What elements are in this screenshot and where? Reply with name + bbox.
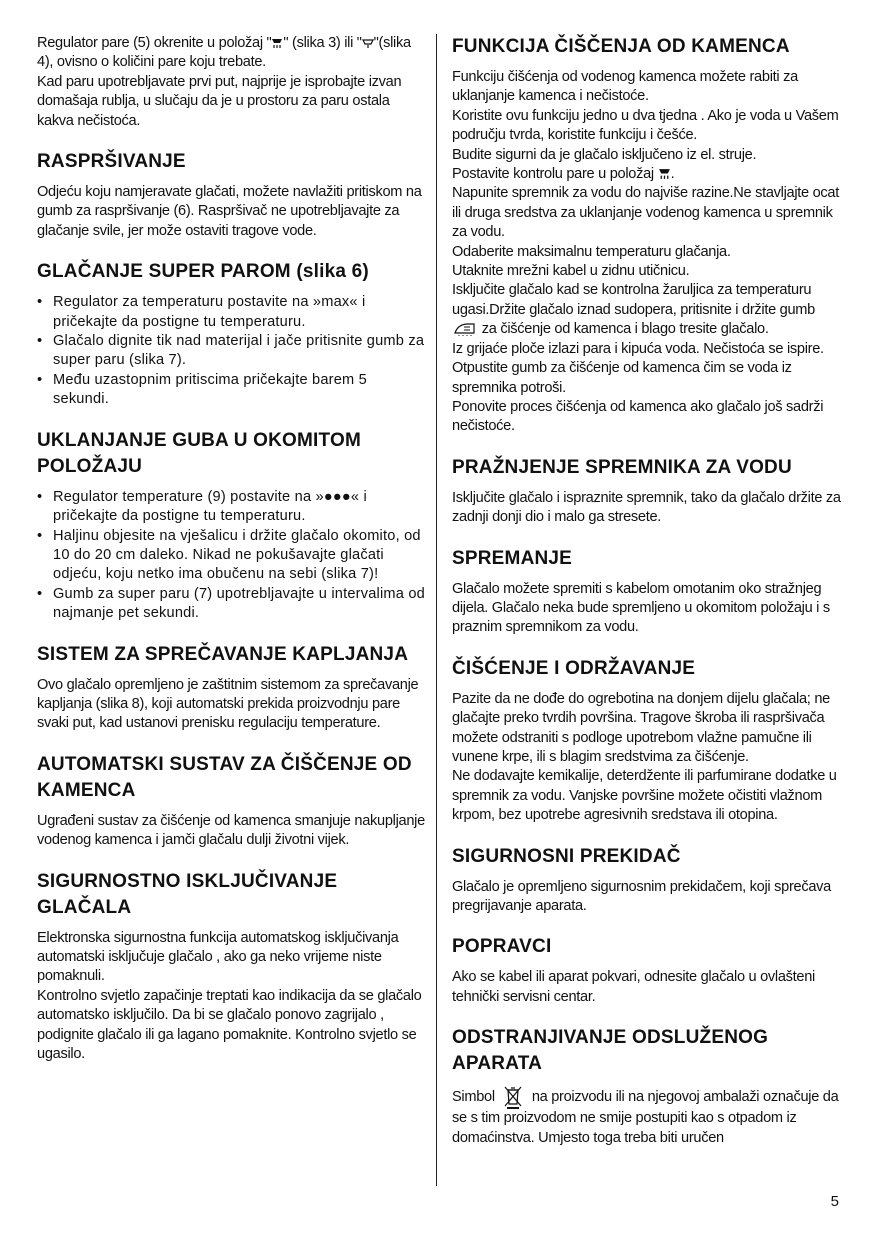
repairs-section [452, 934, 844, 1007]
section-text: Glačalo je opremljeno sigurnosnim prekidačem, koji sprečava pregrijavanje aparata. [452, 878, 831, 914]
bullet-list [37, 293, 425, 409]
right-column [452, 34, 844, 1166]
weee-bin-icon [502, 1085, 524, 1109]
section-text: Ovo glačalo opremljeno je zaštitnim sistemom za sprečavanje kapljanja (slika 8), koji automatski prekida proizvodnju pare svaki put, kad ustanovi prenisku regulaciju temperature. [37, 676, 419, 732]
section-title: SISTEM ZA SPREČAVANJE KAPLJANJA [37, 643, 409, 665]
cleaning-section [452, 656, 844, 826]
safety-switch-section [452, 844, 844, 917]
section-title: GLAČANJE SUPER PAROM (slika 6) [37, 261, 369, 283]
anti-drip-section [37, 642, 425, 734]
section-text: Elektronska sigurnostna funkcija automatskog isključivanja automatski isključuje glačalo , ako ga neko vrijeme niste pomaknuli. Kontrolno svjetlo zapačinje treptati kao indikacija da se glačalo automatsko isključilo. Da bi se glačalo ponovo zagrijalo , podignite glačalo ili ga lagano pomaknite. Kontrolno svjetlo se ugasilo. [37, 929, 422, 1062]
vertical-steam-section [37, 428, 425, 624]
section-text: Funkciju čišćenja od vodenog kamenca možete rabiti za uklanjanje kamenca i nečistoće. Koristite ovu funkciju jedno u dva tjedna . Ako je voda u Vašem području tvrda, koristite funkciju i češće. Budite sigurni da je glačalo isključeno iz el. struje. Postavite kontrolu pare u položaj . Napunite spremnik za vodu do najviše razine.Ne stavljajte ocat ili druga sredstva za uklanjanje vodenog kamenca u spremnik za vodu. Odaberite maksimalnu temperaturu glačanja. Utaknite mrežni kabel u zidnu utičnicu. Isključite glačalo kad se kontrolna žaruljica za temperaturu ugasi.Držite glačalo iznad sudopera, pritisnite i držite gumb za čišćenje od kamenca i blago tresite glačalo. Iz grijaće ploče izlazi para i kipuća voda. Nečistoća se ispire. Otpustite gumb za čišćenje od kamenca čim se voda iz spremnika potroši. Ponovite proces čišćenja od kamenca ako glačalo još sadrži nečistoće. [452, 69, 839, 435]
section-title: ODSTRANJIVANJE ODSLUŽENOG APARATA [452, 1027, 769, 1075]
section-title: PRAŽNJENJE SPREMNIKA ZA VODU [452, 456, 792, 478]
section-text: Simbol na proizvodu ili na njegovoj ambalaži označuje da se s tim proizvodom ne smije postupiti kao s otpadom iz domaćinstva. Umjesto toga treba biti uručen [452, 1085, 844, 1148]
intro-section [37, 34, 425, 131]
list-item: • Među uzastopnim pritiscima pričekajte barem 5 sekundi. [53, 371, 425, 410]
empty-tank-section [452, 455, 844, 528]
storage-section [452, 546, 844, 638]
section-text: Ugrađeni sustav za čišćenje od kamenca smanjuje nakupljanje vodenog kamenca i jamči glačalu dulji životni vijek. [37, 812, 425, 849]
section-text: Ako se kabel ili aparat pokvari, odnesite glačalo u ovlašteni tehnički servisni centar. [452, 969, 815, 1005]
section-title: ČIŠĆENJE I ODRŽAVANJE [452, 657, 696, 679]
section-title: POPRAVCI [452, 936, 552, 958]
max-steam-icon [271, 38, 283, 49]
list-item: • Regulator za temperaturu postavite na »max« i pričekajte da postigne tu temperaturu. [53, 293, 425, 332]
self-clean-icon [452, 321, 478, 337]
list-item: • Gumb za super paru (7) upotrebljavajte u intervalima od najmanje pet sekundi. [53, 585, 425, 624]
section-title: AUTOMATSKI SUSTAV ZA ČIŠČENJE OD KAMENCA [37, 753, 412, 801]
section-text: Glačalo možete spremiti s kabelom omotanim oko stražnjeg dijela. Glačalo neka bude spremljeno u okomitom položaju i s praznim spremnikom za vodu. [452, 580, 830, 636]
section-title: SIGURNOSNI PREKIDAČ [452, 845, 681, 867]
section-text: Odjeću koju namjeravate glačati, možete navlažiti pritiskom na gumb za raspršivanje (6). Raspršivač ne upotrebljavajte za glačanje svile, jer može ostaviti tragove vode. [37, 184, 422, 239]
list-item: • Regulator temperature (9) postavite na »●●●« i pričekajte da postigne tu temperaturu. [53, 488, 425, 527]
self-clean-section [452, 34, 844, 437]
auto-shutoff-section [37, 869, 425, 1065]
disposal-section [452, 1025, 844, 1148]
section-title: FUNKCIJA ČIŠČENJA OD KAMENCA [452, 36, 790, 57]
spraying-section [37, 149, 425, 241]
section-title: UKLANJANJE GUBA U OKOMITOM POLOŽAJU [37, 429, 361, 477]
section-title: SIGURNOSTNO ISKLJUČIVANJE GLAČALA [37, 870, 338, 918]
section-text: Isključite glačalo i ispraznite spremnik, tako da glačalo držite za zadnji donji dio i malo ga stresete. [452, 489, 841, 526]
list-item: • Glačalo dignite tik nad materijal i jače pritisnite gumb za super paru (slika 7). [53, 332, 425, 371]
intro-paragraph: Regulator pare (5) okrenite u položaj " " (slika 3) ili " "(slika 4), ovisno o količini pare koju trebate. Kad paru upotrebljavate prvi put, najprije je isprobajte izvan domašaja rublja, u slučaju da je u prostoru za paru ostala kakva nečistoća. [37, 35, 411, 129]
min-steam-icon [362, 38, 374, 49]
section-text: Pazite da ne dođe do ogrebotina na donjem dijelu glačala; ne glačajte preko tvrdih površina. Tragove škroba ili raspršivača možete odstraniti s podloge upotrebom vlažne pamučne ili vunene krpe, ili s blagim sredstvima za čišćenje. Ne dodavajte kemikalije, deterdžente ili parfumirane dodatke u spremnik za vodu. Vanjske površine možete očistiti vlažnom krpom, bez upotrebe agresivnih sredstava ili otopina. [452, 690, 837, 824]
section-title: SPREMANJE [452, 547, 573, 569]
auto-anti-calc-section [37, 752, 425, 851]
max-steam-icon [658, 168, 671, 180]
section-title: RASPRŠIVANJE [37, 151, 186, 173]
list-item: • Haljinu objesite na vješalicu i držite glačalo okomito, od 10 do 20 cm daleko. Nikad ne pokušavajte glačati odjeću, koju netko ima obučenu na sebi (slika 7)! [53, 527, 425, 585]
super-steam-section [37, 259, 425, 409]
left-column [37, 34, 425, 1082]
bullet-list [37, 488, 425, 624]
page-number: 5 [830, 1193, 839, 1210]
column-divider [436, 34, 437, 1186]
